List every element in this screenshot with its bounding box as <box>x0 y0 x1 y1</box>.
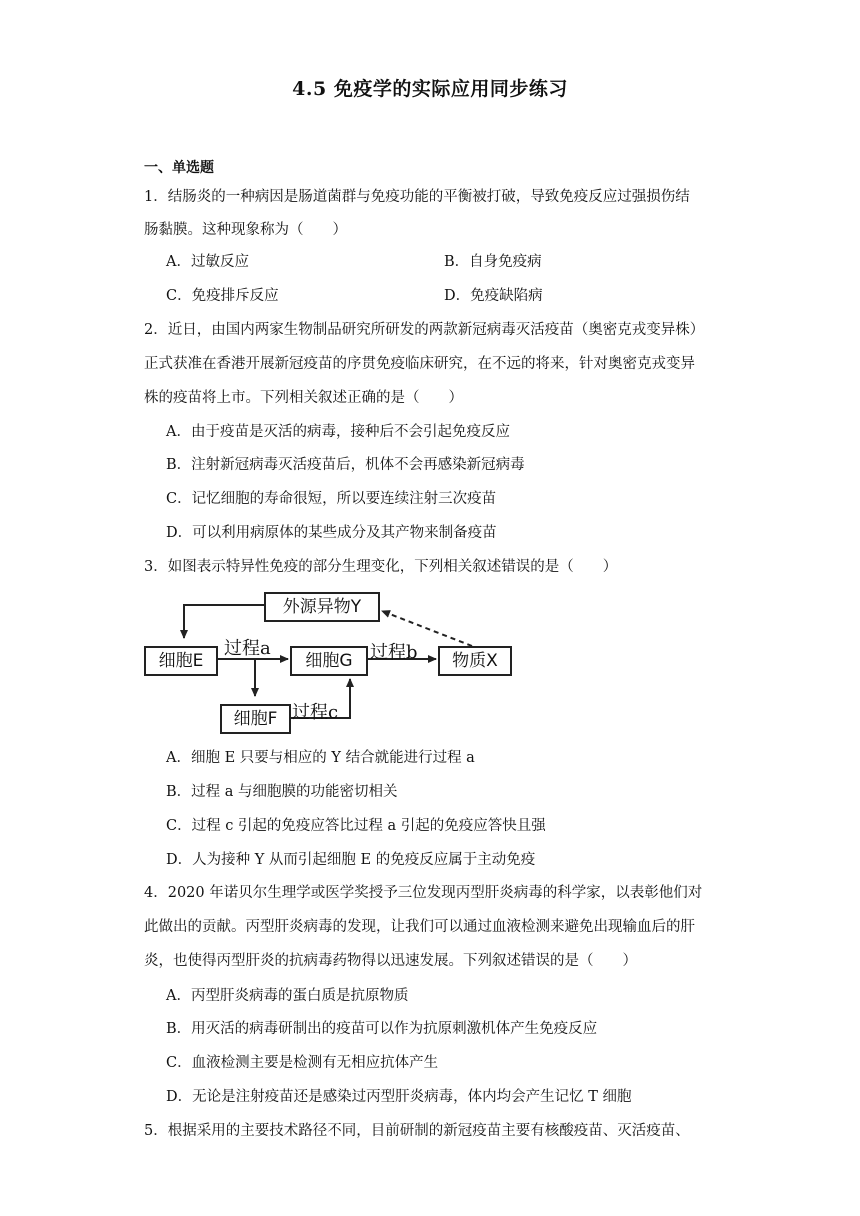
question-3-option-c[interactable]: C．过程 c 引起的免疫应答比过程 a 引起的免疫应答快且强 <box>166 818 546 834</box>
question-3-option-b[interactable]: B．过程 a 与细胞膜的功能密切相关 <box>166 784 398 800</box>
question-1-option-b[interactable]: B．自身免疫病 <box>444 254 542 270</box>
section-heading: 一、单选题 <box>144 160 214 176</box>
question-4-option-b[interactable]: B．用灭活的病毒研制出的疫苗可以作为抗原刺激机体产生免疫反应 <box>166 1021 598 1037</box>
box-cell-g: 细胞G <box>290 646 368 676</box>
question-4-stem-line-2: 此做出的贡献。丙型肝炎病毒的发现，让我们可以通过血液检测来避免出现输血后的肝 <box>144 919 695 935</box>
question-4-stem-line-3: 炎，也使得丙型肝炎的抗病毒药物得以迅速发展。下列叙述错误的是（ ） <box>144 953 637 969</box>
question-1-option-d[interactable]: D．免疫缺陷病 <box>444 288 543 304</box>
question-1-stem-line-1: 1．结肠炎的一种病因是肠道菌群与免疫功能的平衡被打破，导致免疫反应过强损伤结 <box>144 189 690 205</box>
question-4-option-a[interactable]: A．丙型肝炎病毒的蛋白质是抗原物质 <box>166 988 409 1004</box>
question-4-stem-line-1: 4．2020 年诺贝尔生理学或医学奖授予三位发现丙型肝炎病毒的科学家，以表彰他们对 <box>144 885 703 901</box>
question-3-option-a[interactable]: A．细胞 E 只要与相应的 Y 结合就能进行过程 a <box>166 750 475 766</box>
question-2-option-b[interactable]: B．注射新冠病毒灭活疫苗后，机体不会再感染新冠病毒 <box>166 457 525 473</box>
question-2-stem-line-1: 2．近日，由国内两家生物制品研究所研发的两款新冠病毒灭活疫苗（奥密克戎变异株） <box>144 322 705 338</box>
box-cell-f: 细胞F <box>220 704 291 734</box>
question-1-option-c[interactable]: C．免疫排斥反应 <box>166 288 279 304</box>
question-3-option-d[interactable]: D．人为接种 Y 从而引起细胞 E 的免疫反应属于主动免疫 <box>166 852 536 868</box>
page-title: 4.5 免疫学的实际应用同步练习 <box>292 78 568 100</box>
question-4-option-c[interactable]: C．血液检测主要是检测有无相应抗体产生 <box>166 1055 439 1071</box>
immune-process-diagram <box>142 588 522 736</box>
label-process-c: 过程c <box>292 702 339 723</box>
question-2-stem-line-3: 株的疫苗将上市。下列相关叙述正确的是（ ） <box>144 390 463 406</box>
box-cell-e: 细胞E <box>144 646 218 676</box>
question-1-stem-line-2: 肠黏膜。这种现象称为（ ） <box>144 222 347 238</box>
question-2-stem-line-2: 正式获准在香港开展新冠疫苗的序贯免疫临床研究，在不远的将来，针对奥密克戎变异 <box>144 356 695 372</box>
label-process-a: 过程a <box>224 638 271 659</box>
question-4-option-d[interactable]: D．无论是注射疫苗还是感染过丙型肝炎病毒，体内均会产生记忆 T 细胞 <box>166 1089 632 1105</box>
box-substance-x: 物质X <box>438 646 512 676</box>
question-2-option-d[interactable]: D．可以利用病原体的某些成分及其产物来制备疫苗 <box>166 525 497 541</box>
question-5-stem-line-1: 5．根据采用的主要技术路径不同，目前研制的新冠疫苗主要有核酸疫苗、灭活疫苗、 <box>144 1123 690 1139</box>
question-1-option-a[interactable]: A．过敏反应 <box>166 254 249 270</box>
question-3-stem-line-1: 3．如图表示特异性免疫的部分生理变化，下列相关叙述错误的是（ ） <box>144 559 618 575</box>
box-foreign-substance-y: 外源异物Y <box>264 592 380 622</box>
label-process-b: 过程b <box>370 642 418 663</box>
question-2-option-c[interactable]: C．记忆细胞的寿命很短，所以要连续注射三次疫苗 <box>166 491 497 507</box>
question-2-option-a[interactable]: A．由于疫苗是灭活的病毒，接种后不会引起免疫反应 <box>166 424 510 440</box>
